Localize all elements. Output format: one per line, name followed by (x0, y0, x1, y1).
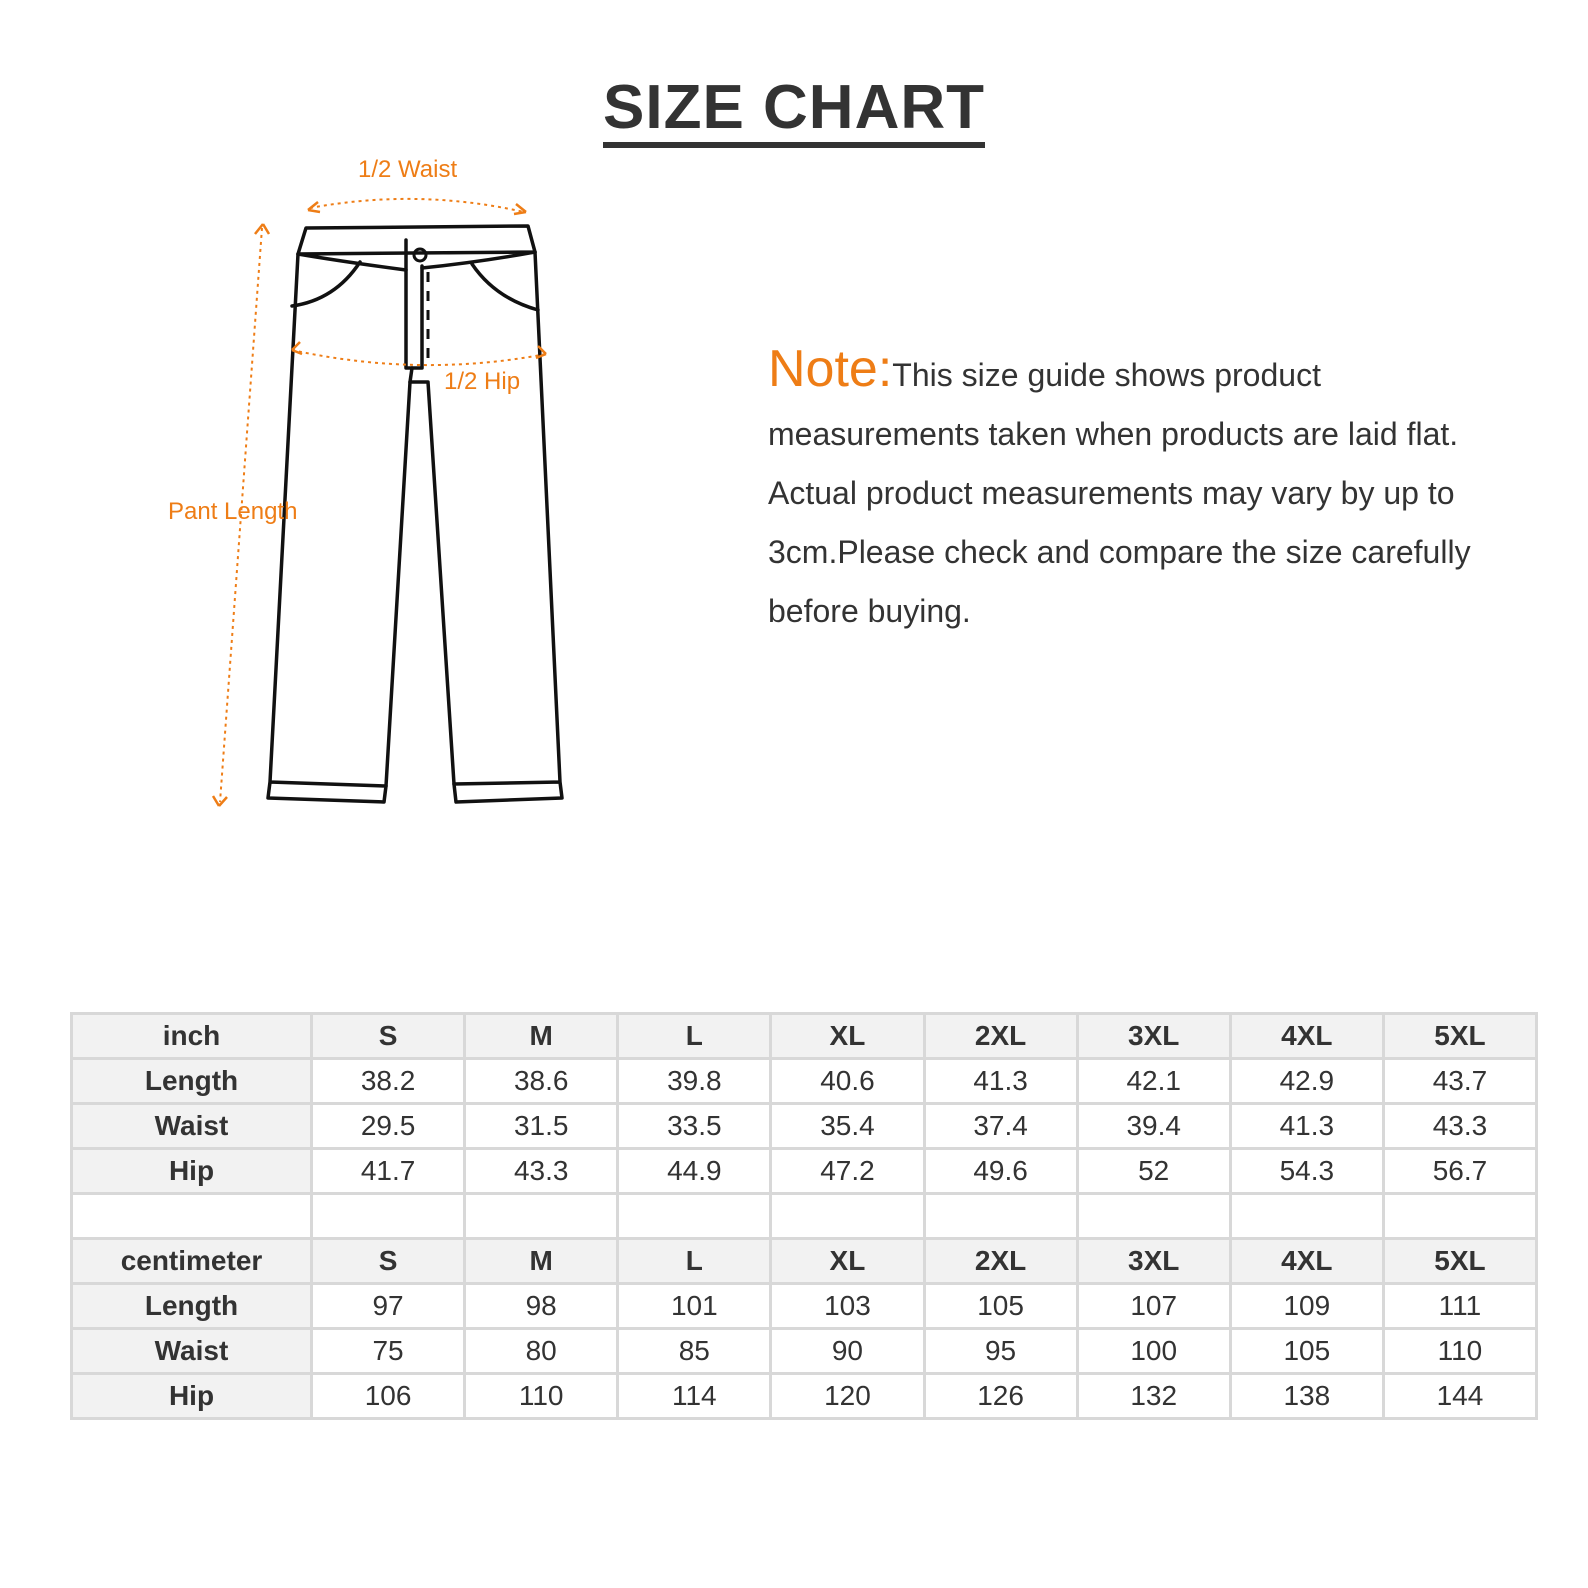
page-title: SIZE CHART (603, 76, 985, 148)
table-cell: 80 (465, 1329, 618, 1374)
table-cell: 138 (1230, 1374, 1383, 1419)
table-cell: 144 (1383, 1374, 1536, 1419)
table-cell: 44.9 (618, 1149, 771, 1194)
waist-label: 1/2 Waist (358, 156, 458, 183)
table-cell: 38.2 (312, 1059, 465, 1104)
waist-arrow-right-icon (514, 204, 526, 214)
table-cell: 110 (1383, 1329, 1536, 1374)
note-block (768, 340, 1528, 641)
table-cell: 43.3 (1383, 1104, 1536, 1149)
empty-cell (72, 1194, 312, 1239)
size-header: L (618, 1239, 771, 1284)
hip-measure-line (292, 350, 546, 365)
inch-header-row (72, 1014, 1537, 1059)
size-header: S (312, 1014, 465, 1059)
row-label: Hip (72, 1374, 312, 1419)
table-cell: 41.3 (924, 1059, 1077, 1104)
table-cell: 114 (618, 1374, 771, 1419)
row-label: Waist (72, 1104, 312, 1149)
table-cell: 110 (465, 1374, 618, 1419)
row-label: Length (72, 1059, 312, 1104)
table-cell: 132 (1077, 1374, 1230, 1419)
table-cell: 38.6 (465, 1059, 618, 1104)
table-cell: 105 (924, 1284, 1077, 1329)
table-cell: 95 (924, 1329, 1077, 1374)
size-header: S (312, 1239, 465, 1284)
cm-header-row (72, 1239, 1537, 1284)
size-header: 2XL (924, 1239, 1077, 1284)
note-text: This size guide shows product measurements taken when products are laid flat. Actual product measurements may vary by up to 3cm.Please check and compare the size carefully before buying. (768, 357, 1471, 629)
empty-cell (312, 1194, 465, 1239)
table-cell: 52 (1077, 1149, 1230, 1194)
table-cell: 37.4 (924, 1104, 1077, 1149)
table-cell: 56.7 (1383, 1149, 1536, 1194)
table-cell: 49.6 (924, 1149, 1077, 1194)
size-header: 3XL (1077, 1239, 1230, 1284)
table-cell: 97 (312, 1284, 465, 1329)
pants-outline (268, 226, 562, 802)
table-cell: 111 (1383, 1284, 1536, 1329)
empty-cell (1230, 1194, 1383, 1239)
table-cell: 126 (924, 1374, 1077, 1419)
size-header: 4XL (1230, 1239, 1383, 1284)
table-cell: 107 (1077, 1284, 1230, 1329)
table-cell: 98 (465, 1284, 618, 1329)
size-header: 2XL (924, 1014, 1077, 1059)
unit-header-inch: inch (72, 1014, 312, 1059)
button-icon (414, 249, 426, 261)
table-cell: 42.9 (1230, 1059, 1383, 1104)
size-chart-title-wrap (0, 73, 1588, 148)
row-label: Length (72, 1284, 312, 1329)
table-cell: 85 (618, 1329, 771, 1374)
spacer-row (72, 1194, 1537, 1239)
table-row (72, 1104, 1537, 1149)
table-cell: 75 (312, 1329, 465, 1374)
hip-label: 1/2 Hip (444, 368, 521, 395)
pants-illustration (160, 150, 600, 830)
table-cell: 105 (1230, 1329, 1383, 1374)
table-cell: 39.4 (1077, 1104, 1230, 1149)
empty-cell (1077, 1194, 1230, 1239)
empty-cell (618, 1194, 771, 1239)
size-header: 4XL (1230, 1014, 1383, 1059)
size-header: L (618, 1014, 771, 1059)
table-cell: 40.6 (771, 1059, 924, 1104)
empty-cell (924, 1194, 1077, 1239)
table-cell: 33.5 (618, 1104, 771, 1149)
table-cell: 101 (618, 1284, 771, 1329)
size-header: 5XL (1383, 1014, 1536, 1059)
table-cell: 29.5 (312, 1104, 465, 1149)
table-cell: 90 (771, 1329, 924, 1374)
table-row (72, 1329, 1537, 1374)
table-cell: 41.7 (312, 1149, 465, 1194)
empty-cell (771, 1194, 924, 1239)
empty-cell (1383, 1194, 1536, 1239)
waist-measure-line (310, 199, 524, 212)
table-cell: 109 (1230, 1284, 1383, 1329)
row-label: Waist (72, 1329, 312, 1374)
size-header: 5XL (1383, 1239, 1536, 1284)
table-row (72, 1284, 1537, 1329)
table-cell: 100 (1077, 1329, 1230, 1374)
table-cell: 39.8 (618, 1059, 771, 1104)
pants-diagram (160, 150, 600, 830)
table-cell: 43.7 (1383, 1059, 1536, 1104)
size-table (70, 1012, 1538, 1420)
table-cell: 41.3 (1230, 1104, 1383, 1149)
note-label: Note: (768, 340, 893, 398)
table-row (72, 1059, 1537, 1104)
table-row (72, 1149, 1537, 1194)
row-label: Hip (72, 1149, 312, 1194)
table-cell: 54.3 (1230, 1149, 1383, 1194)
table-cell: 31.5 (465, 1104, 618, 1149)
table-cell: 106 (312, 1374, 465, 1419)
table-cell: 103 (771, 1284, 924, 1329)
table-cell: 43.3 (465, 1149, 618, 1194)
table-cell: 35.4 (771, 1104, 924, 1149)
empty-cell (465, 1194, 618, 1239)
size-header: M (465, 1014, 618, 1059)
unit-header-cm: centimeter (72, 1239, 312, 1284)
size-header: XL (771, 1239, 924, 1284)
table-row (72, 1374, 1537, 1419)
length-label: Pant Length (168, 498, 298, 525)
size-header: XL (771, 1014, 924, 1059)
size-header: 3XL (1077, 1014, 1230, 1059)
table-cell: 120 (771, 1374, 924, 1419)
table-cell: 42.1 (1077, 1059, 1230, 1104)
size-header: M (465, 1239, 618, 1284)
table-cell: 47.2 (771, 1149, 924, 1194)
